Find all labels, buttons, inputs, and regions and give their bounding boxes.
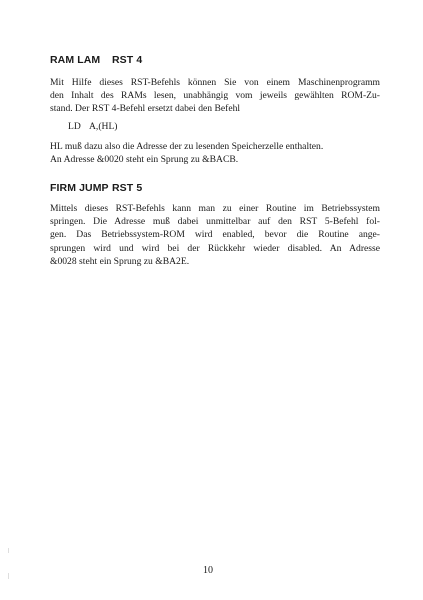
heading-code: RST 4 [112,54,143,66]
text-line: Mittels dieses RST-Befehls kann man zu einer Routine im Betriebssystem [50,203,380,214]
text-line: stand. Der RST 4-Befehl ersetzt dabei den Befehl [50,103,241,115]
code-mnemonic: LD [68,121,81,132]
section-heading-ram-lam [50,54,143,66]
text-line: sprungen wird und wird bei der Rückkehr wieder disabled. An Adresse [50,242,380,254]
text-line: HL muß dazu also die Adresse der zu lesenden Speicherzelle enthalten. [50,141,324,152]
heading-name: RAM LAM [50,54,101,66]
paragraph-firm-jump [50,202,380,268]
scan-mark [8,573,9,579]
text-line: Mit Hilfe dieses RST-Befehls können Sie von einem Maschinenprogramm [50,77,380,88]
paragraph-ram-lam-detail [50,140,380,166]
text-line: &0028 steht ein Sprung zu &BA2E. [50,255,190,267]
section-heading-firm-jump [50,182,143,194]
scan-mark [8,548,9,553]
page-number: 10 [203,565,213,576]
paragraph-ram-lam-intro [50,76,380,116]
code-operand: A,(HL) [89,121,118,132]
heading-name: FIRM JUMP [50,182,109,194]
text-line: springen. Die Adresse muß dabei unmittelbar auf den RST 5-Befehl fol- [50,216,380,228]
text-line: An Adresse &0020 steht ein Sprung zu &BACB. [50,154,239,166]
heading-code: RST 5 [112,182,143,194]
text-line: den Inhalt des RAMs lesen, unabhängig vom jeweils gewählten ROM-Zu- [50,90,380,102]
text-line: gen. Das Betriebssystem-ROM wird enabled, bevor die Routine ange- [50,229,380,241]
code-line [68,121,118,132]
